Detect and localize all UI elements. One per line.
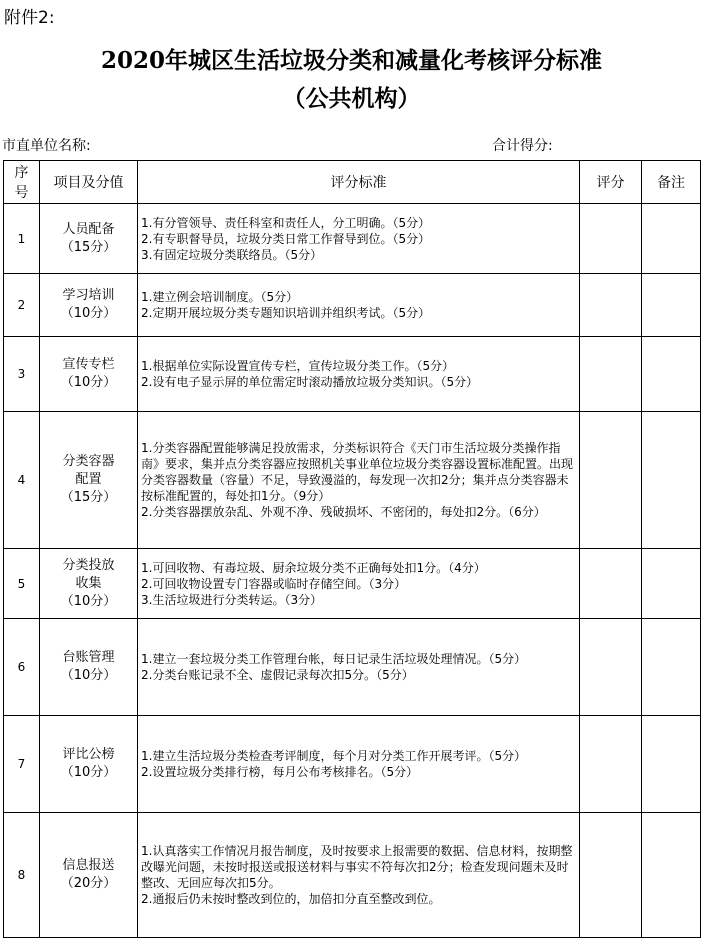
remarks-cell[interactable] [642, 716, 701, 813]
remarks-cell[interactable] [642, 204, 701, 274]
row-item [40, 619, 138, 716]
row-number: 2 [4, 274, 40, 337]
table-row [4, 716, 701, 813]
row-number: 3 [4, 337, 40, 412]
row-item [40, 274, 138, 337]
table-row [4, 204, 701, 274]
criteria-line: 2.分类容器摆放杂乱、外观不净、残破损坏、不密闭的，每处扣2分。（6分） [141, 505, 546, 519]
criteria-line: 1.根据单位实际设置宣传专栏，宣传垃圾分类工作。（5分） [141, 359, 455, 373]
remarks-cell[interactable] [642, 549, 701, 619]
criteria-line: 2.设有电子显示屏的单位需定时滚动播放垃圾分类知识。（5分） [141, 375, 479, 389]
table-row [4, 549, 701, 619]
criteria-line: 2.通报后仍未按时整改到位的，加倍扣分直至整改到位。 [141, 892, 441, 906]
criteria-line: 1.可回收物、有毒垃圾、厨余垃圾分类不正确每处扣1分。（4分） [141, 560, 486, 575]
score-cell[interactable] [580, 274, 642, 337]
row-number: 7 [4, 716, 40, 813]
remarks-cell[interactable] [642, 619, 701, 716]
row-criteria [138, 813, 580, 938]
row-number: 6 [4, 619, 40, 716]
header-remarks: 备注 [642, 161, 701, 204]
criteria-line: 3.有固定垃圾分类联络员。（5分） [141, 247, 323, 262]
row-item [40, 204, 138, 274]
row-number: 4 [4, 412, 40, 549]
row-number: 8 [4, 813, 40, 938]
criteria-line: 2.定期开展垃圾分类专题知识培训并组织考试。（5分） [141, 306, 431, 320]
row-item-line: （15分） [60, 239, 117, 255]
row-item-line: 配置 [75, 472, 102, 487]
criteria-line: 1.认真落实工作情况月报告制度，及时按要求上报需要的数据、信息材料，按期整改曝光问题，未按时报送或报送材料与事实不符每次扣2分；检查发现问题未及时整改、无回应每次扣5分。 [141, 844, 573, 890]
score-cell[interactable] [580, 412, 642, 549]
score-cell[interactable] [580, 619, 642, 716]
criteria-line: 1.有分管领导、责任科室和责任人，分工明确。（5分） [141, 215, 431, 230]
header-score: 评分 [580, 161, 642, 204]
document-subtitle: （公共机构） [282, 85, 421, 112]
criteria-line: 2.可回收物设置专门容器或临时存储空间。（3分） [141, 576, 407, 591]
row-criteria [138, 549, 580, 619]
criteria-line: 2.有专职督导员，垃圾分类日常工作督导到位。（5分） [141, 231, 431, 246]
criteria-line: 3.生活垃圾进行分类转运。（3分） [141, 592, 323, 607]
score-cell[interactable] [580, 716, 642, 813]
row-criteria [138, 337, 580, 412]
score-cell[interactable] [580, 337, 642, 412]
table-row [4, 619, 701, 716]
score-cell[interactable] [580, 549, 642, 619]
row-item-line: 评比公榜 [62, 747, 115, 762]
row-criteria [138, 619, 580, 716]
row-item-line: 人员配备 [62, 221, 115, 237]
document-title: 2020年城区生活垃圾分类和减量化考核评分标准 [100, 47, 602, 74]
row-number: 1 [4, 204, 40, 274]
row-item-line: 学习培训 [62, 288, 115, 303]
row-item [40, 337, 138, 412]
attachment-label: 附件2: [4, 8, 55, 28]
header-item: 项目及分值 [40, 161, 138, 204]
row-item [40, 549, 138, 619]
unit-name-label: 市直单位名称: [2, 138, 91, 154]
table-row [4, 274, 701, 337]
row-item-line: （15分） [60, 490, 117, 505]
row-item-line: （10分） [60, 593, 117, 609]
row-criteria [138, 412, 580, 549]
total-score-label: 合计得分: [492, 138, 553, 154]
row-item-line: 分类容器 [62, 454, 115, 469]
scoring-table [3, 160, 701, 938]
row-criteria [138, 274, 580, 337]
remarks-cell[interactable] [642, 412, 701, 549]
row-item-line: （20分） [60, 876, 117, 891]
row-criteria [138, 204, 580, 274]
table-row [4, 337, 701, 412]
criteria-line: 1.建立生活垃圾分类检查考评制度，每个月对分类工作开展考评。（5分） [141, 749, 527, 763]
table-header-row [4, 161, 701, 204]
row-item-line: （10分） [60, 668, 117, 683]
row-item-line: 信息报送 [62, 858, 115, 873]
row-criteria [138, 716, 580, 813]
remarks-cell[interactable] [642, 813, 701, 938]
table-row [4, 813, 701, 938]
header-seq-line1: 序 [14, 165, 29, 181]
criteria-line: 1.分类容器配置能够满足投放需求，分类标识符合《天门市生活垃圾分类操作指南》要求，集并点分类容器应按照机关事业单位垃圾分类容器设置标准配置。出现分类容器数量（容量）不足，导致漫溢的，每发现一次扣2分；集并点分类容器未按标准配置的，每处扣1分。（9分） [141, 441, 574, 503]
remarks-cell[interactable] [642, 337, 701, 412]
criteria-line: 1.建立例会培训制度。（5分） [141, 290, 299, 304]
criteria-line: 1.建立一套垃圾分类工作管理台帐，每日记录生活垃圾处理情况。（5分） [141, 652, 527, 666]
header-criteria: 评分标准 [138, 161, 580, 204]
header-seq [4, 161, 40, 204]
criteria-line: 2.设置垃圾分类排行榜，每月公布考核排名。（5分） [141, 765, 419, 779]
row-item [40, 716, 138, 813]
score-cell[interactable] [580, 813, 642, 938]
table-row [4, 412, 701, 549]
criteria-line: 2.分类台账记录不全、虚假记录每次扣5分。（5分） [141, 668, 414, 682]
remarks-cell[interactable] [642, 274, 701, 337]
row-item-line: （10分） [60, 765, 117, 780]
row-item-line: （10分） [60, 375, 117, 390]
row-item-line: 台账管理 [62, 650, 115, 665]
row-item-line: 宣传专栏 [62, 357, 115, 372]
row-item [40, 412, 138, 549]
row-number: 5 [4, 549, 40, 619]
score-cell[interactable] [580, 204, 642, 274]
row-item-line: （10分） [60, 306, 117, 321]
row-item-line: 收集 [75, 575, 102, 591]
row-item-line: 分类投放 [62, 557, 115, 573]
row-item [40, 813, 138, 938]
header-seq-line2: 号 [14, 185, 29, 201]
